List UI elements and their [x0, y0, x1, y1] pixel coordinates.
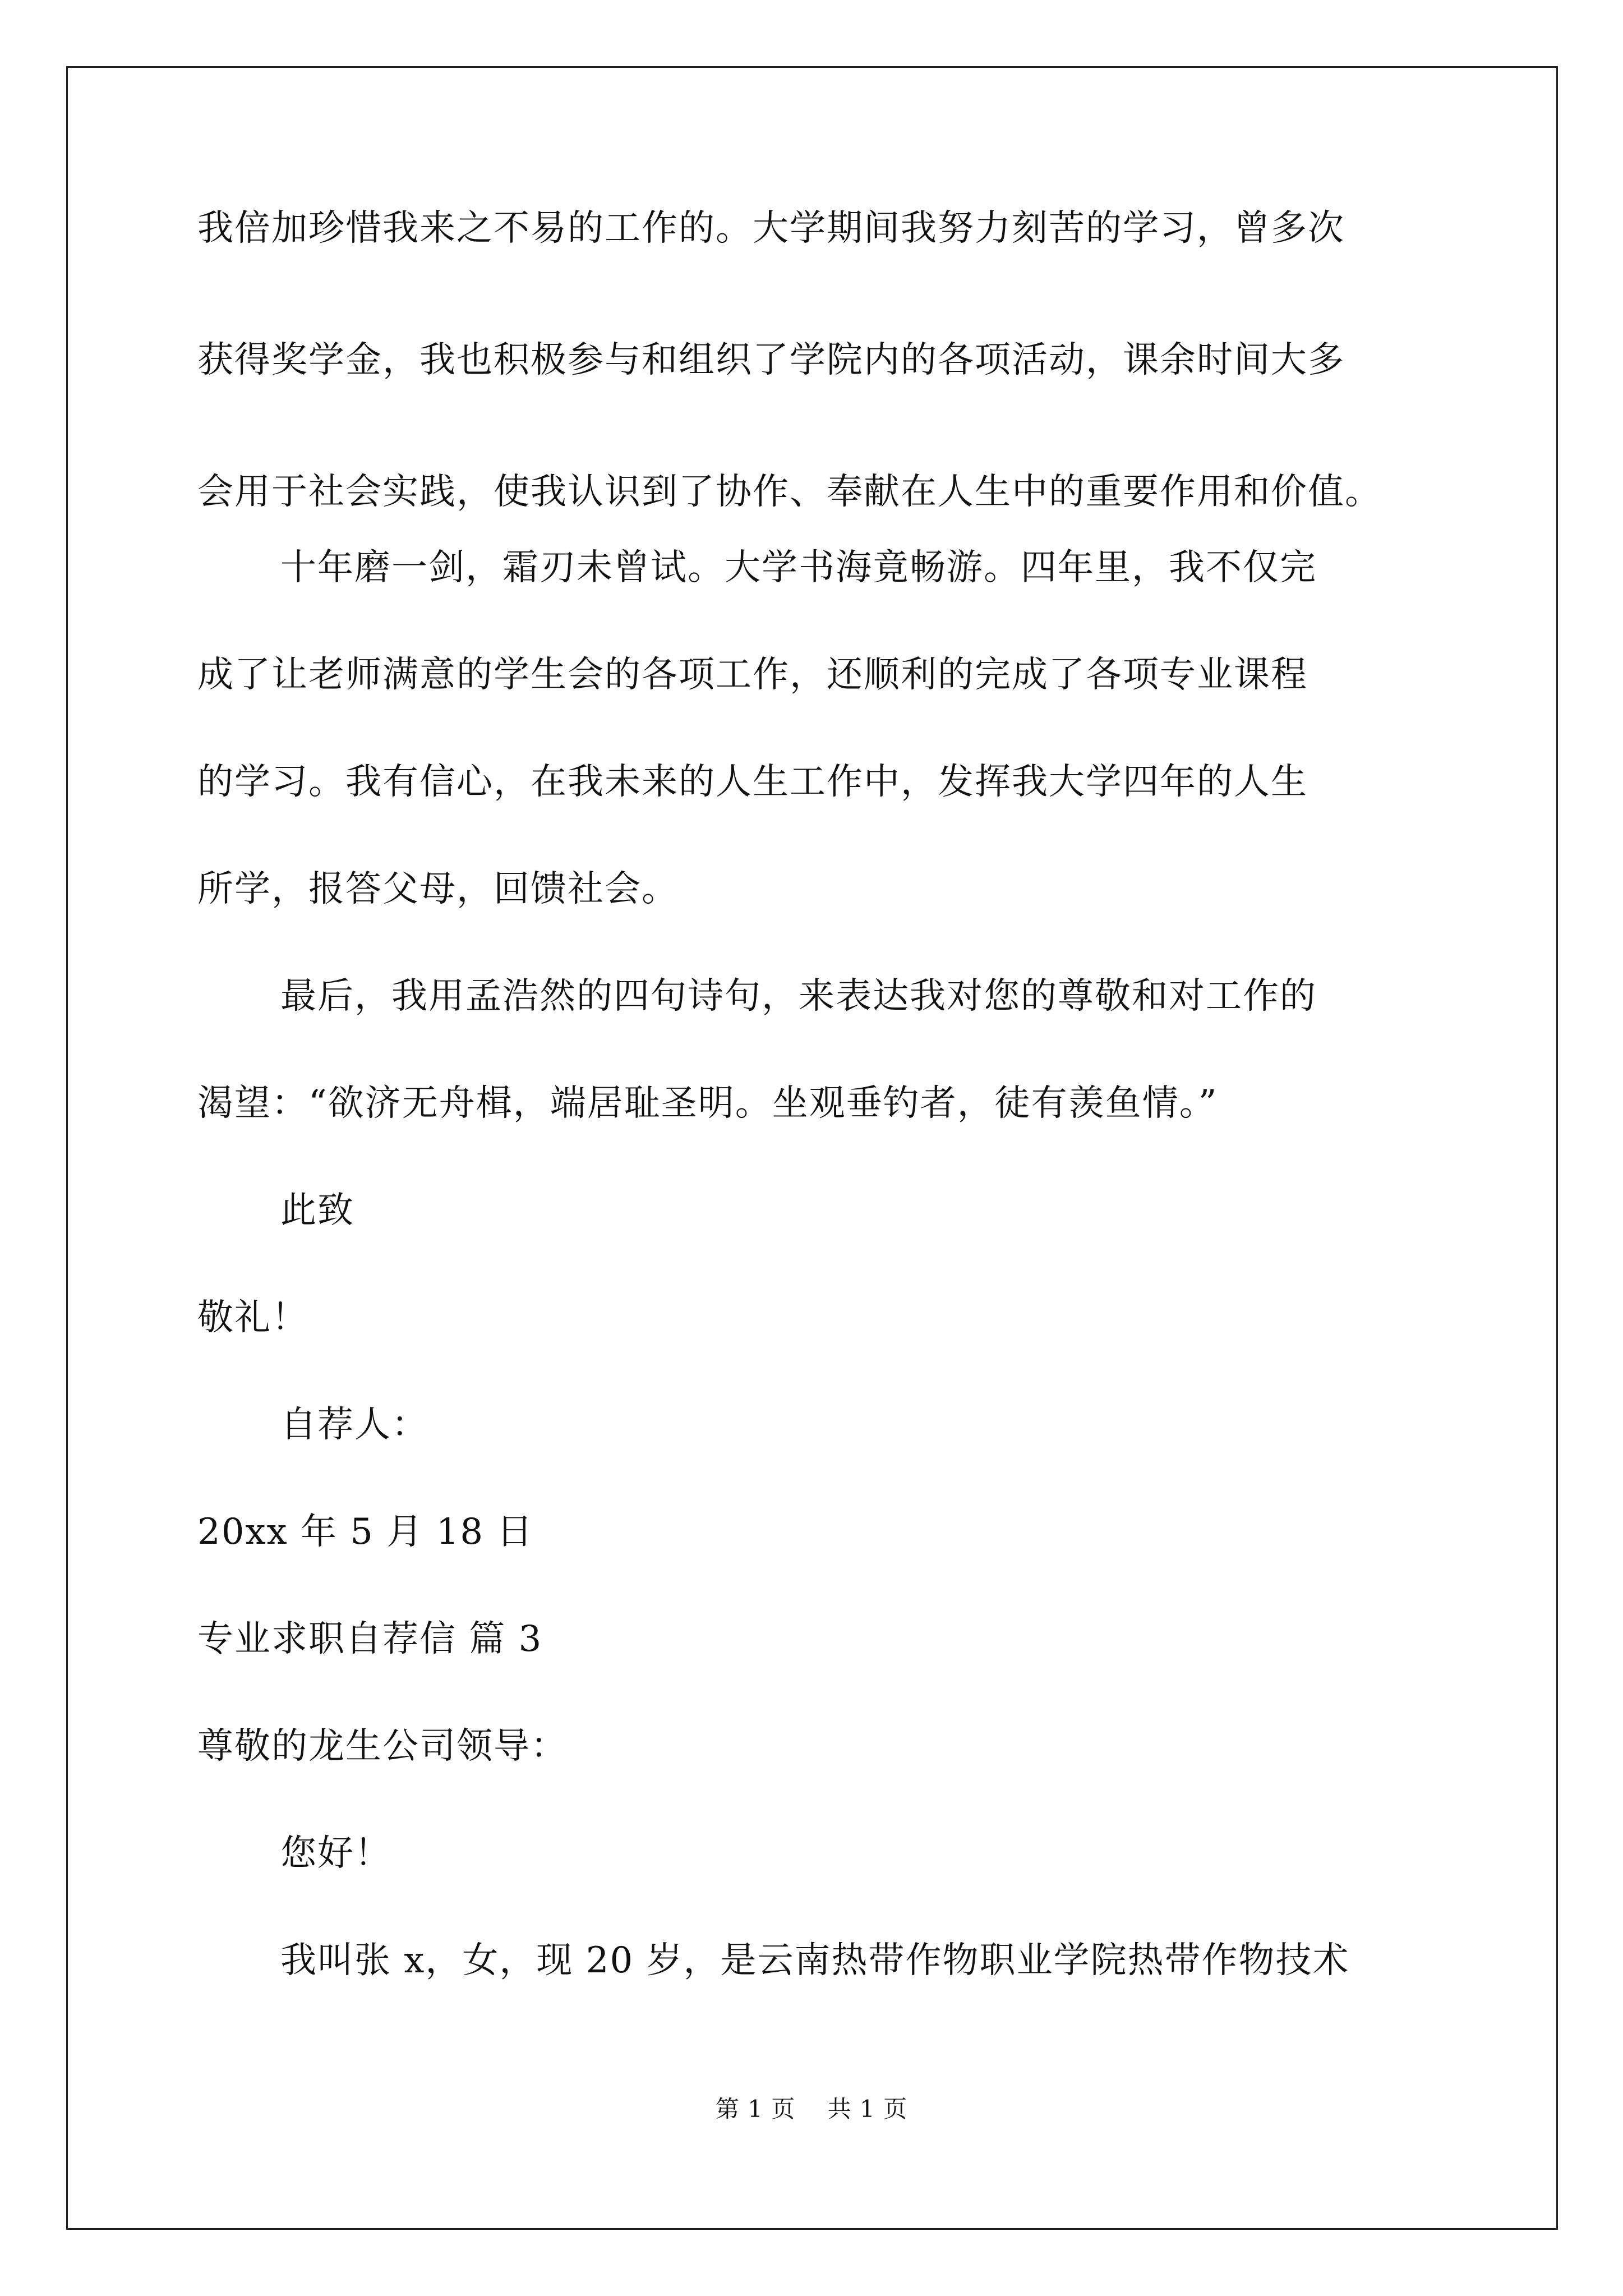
page-frame — [66, 66, 1558, 2230]
section-title: 专业求职自荐信 篇 3 — [197, 1618, 543, 1660]
closing-text: 此致 — [280, 1190, 354, 1231]
signer-label: 自荐人： — [280, 1404, 428, 1446]
salute-text: 敬礼！ — [197, 1297, 308, 1338]
page-footer: 第 1 页 共 1 页 — [715, 2095, 908, 2123]
paragraph-2-line-1: 十年磨一剑，霜刃未曾试。大学书海竟畅游。四年里，我不仅完 — [280, 547, 1317, 588]
paragraph-1-line-2: 获得奖学金，我也积极参与和组织了学院内的各项活动，课余时间大多 — [197, 339, 1345, 381]
greeting-text: 尊敬的龙生公司领导： — [197, 1726, 568, 1767]
paragraph-2-line-4: 所学，报答父母，回馈社会。 — [197, 868, 679, 910]
letter-date: 20xx 年 5 月 18 日 — [197, 1511, 534, 1553]
paragraph-3-line-2: 渴望：“欲济无舟楫，端居耻圣明。坐观垂钓者，徒有羡鱼情。” — [197, 1083, 1218, 1124]
paragraph-1-line-1: 我倍加珍惜我来之不易的工作的。大学期间我努力刻苦的学习，曾多次 — [197, 208, 1345, 249]
hello-text: 您好！ — [280, 1833, 391, 1874]
paragraph-3-line-1: 最后，我用孟浩然的四句诗句，来表达我对您的尊敬和对工作的 — [280, 976, 1317, 1017]
paragraph-1-line-3: 会用于社会实践，使我认识到了协作、奉献在人生中的重要作用和价值。 — [197, 471, 1382, 513]
paragraph-2-line-3: 的学习。我有信心，在我未来的人生工作中，发挥我大学四年的人生 — [197, 761, 1308, 803]
intro-line: 我叫张 x，女，现 20 岁，是云南热带作物职业学院热带作物技术 — [280, 1940, 1350, 1981]
paragraph-2-line-2: 成了让老师满意的学生会的各项工作，还顺利的完成了各项专业课程 — [197, 654, 1308, 696]
